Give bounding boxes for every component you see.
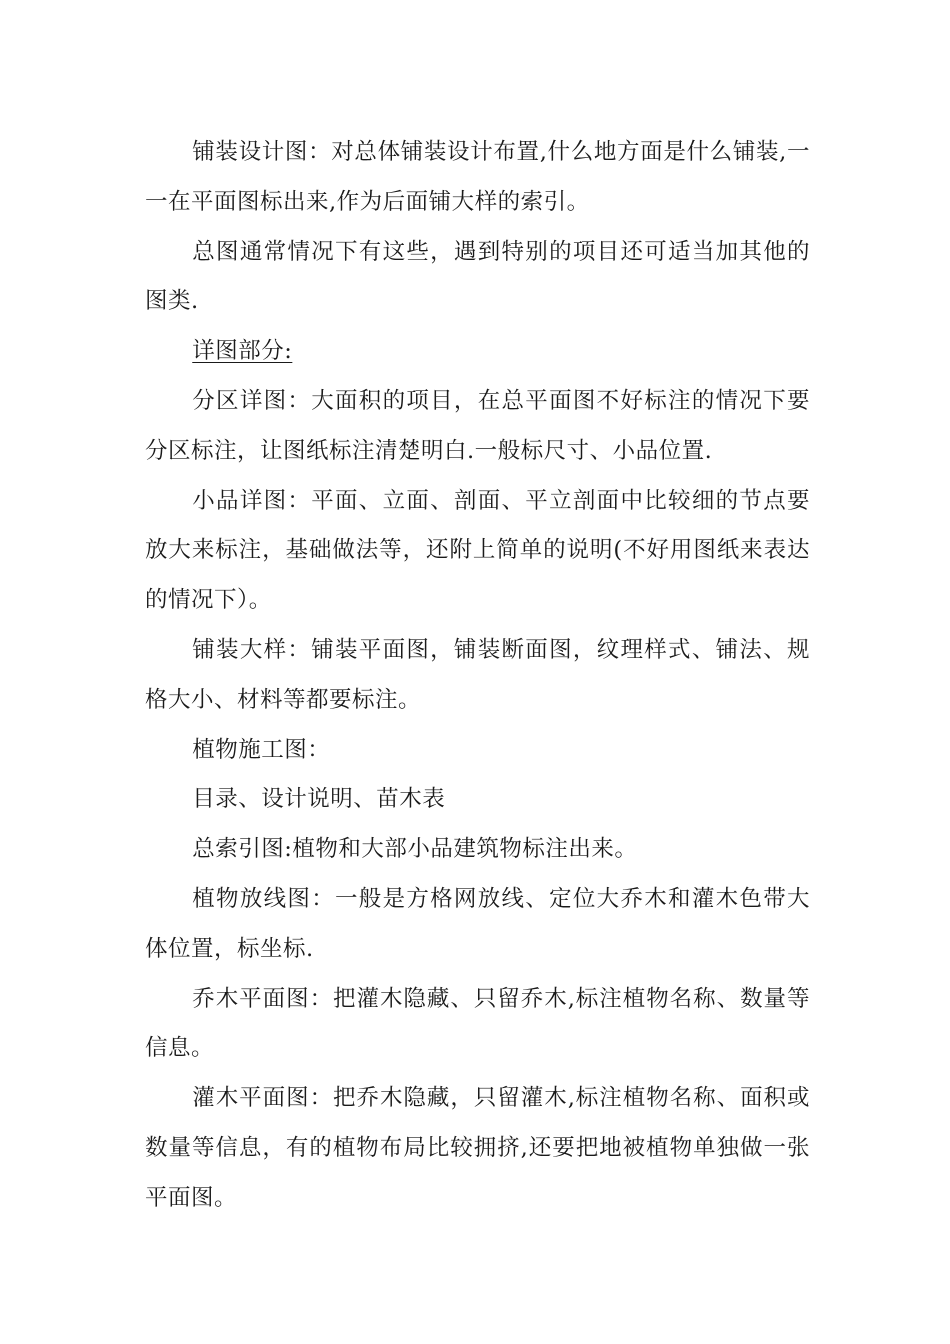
paragraph-setout-plan: 植物放线图：一般是方格网放线、定位大乔木和灌木色带大体位置，标坐标. [145,885,810,962]
paragraph-general-note: 总图通常情况下有这些，遇到特别的项目还可适当加其他的图类. [145,238,810,315]
paragraph-tree-plan: 乔木平面图：把灌木隐藏、只留乔木,标注植物名称、数量等信息。 [145,985,810,1062]
detail-heading-text: 详图部分: [192,338,293,365]
paragraph-zone-detail: 分区详图：大面积的项目，在总平面图不好标注的情况下要分区标注，让图纸标注清楚明白.一般标尺寸、小品位置. [145,387,810,464]
document-body [145,128,810,1224]
paragraph-paving-detail: 铺装大样：铺装平面图，铺装断面图，纹理样式、铺法、规格大小、材料等都要标注。 [145,636,810,713]
section-heading-planting: 植物施工图： [192,736,331,763]
paragraph-index-plan: 总索引图:植物和大部小品建筑物标注出来。 [192,836,638,863]
paragraph-planting-contents: 目录、设计说明、苗木表 [192,786,446,813]
paragraph-feature-detail: 小品详图：平面、立面、剖面、平立剖面中比较细的节点要放大来标注，基础做法等，还附上简单的说明(不好用图纸来表达的情况下）。 [145,487,810,614]
paragraph-shrub-plan: 灌木平面图：把乔木隐藏，只留灌木,标注植物名称、面积或数量等信息，有的植物布局比较拥挤,还要把地被植物单独做一张平面图。 [145,1085,810,1211]
section-heading-details [145,327,810,377]
paragraph-paving-design: 铺装设计图：对总体铺装设计布置,什么地方面是什么铺装,一一在平面图标出来,作为后面铺大样的索引。 [145,139,810,215]
